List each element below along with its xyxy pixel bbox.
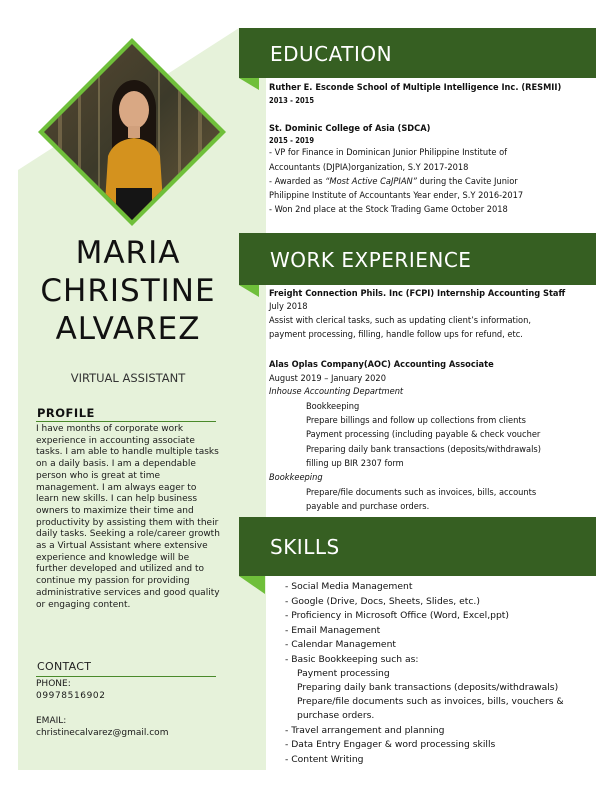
phone-number[interactable]: 09978516902 (36, 691, 106, 701)
job2-dept2-item: payable and purchase orders. (306, 501, 430, 512)
edu-line-4: Philippine Institute of Accountants Year ender, S.Y 2016-2017 (269, 190, 524, 201)
skill-item: - Data Entry Engager & word processing skills (285, 739, 496, 750)
work-band-fold (239, 285, 259, 297)
skill-item: - Travel arrangement and planning (285, 725, 445, 736)
name-line-2: CHRISTINE (40, 273, 216, 309)
school1-years: 2013 - 2015 (269, 96, 315, 105)
skills-band-fold (239, 576, 265, 594)
job2-dept1-item: Preparing daily bank transactions (deposits/withdrawals) (306, 444, 541, 455)
skill-sub-item: purchase orders. (297, 710, 375, 721)
skills-band (239, 517, 596, 576)
edu-line-3 (269, 176, 599, 188)
job2-title: Alas Oplas Company(AOC) Accounting Associate (269, 359, 494, 370)
edu-line-1: - VP for Finance in Dominican Junior Philippine Institute of (269, 147, 508, 158)
job1-desc-1: Assist with clerical tasks, such as updating client’s information, (269, 315, 531, 326)
education-band (239, 28, 596, 78)
skill-item: - Calendar Management (285, 639, 396, 650)
skill-sub-item: Preparing daily bank transactions (deposits/withdrawals) (297, 682, 559, 693)
email-label: EMAIL: (36, 716, 67, 726)
profile-text: I have months of corporate work experience in accounting associate tasks. I am able to handle multiple tasks on a daily basis. I am a dependable person who is great at time management. I am always eager to learn new skills. I can help business owners to maximize their time and productivity by assisting them with their daily tasks. Seeking a role/career growth as a Virtual Assistant where extensive experience and knowledge will be further developed and utilized and to continue my passion for providing administrative services and good quality or engaging content. (36, 424, 220, 610)
work-band (239, 233, 596, 285)
school2-years: 2015 - 2019 (269, 136, 315, 145)
profile-photo (38, 38, 226, 226)
contact-divider (36, 676, 216, 677)
work-heading: WORK EXPERIENCE (270, 248, 472, 272)
education-band-fold (239, 78, 259, 90)
job1-desc-2: payment processing, filling, handle follow ups for refund, etc. (269, 329, 523, 340)
phone-label: PHONE: (36, 679, 71, 689)
job2-date: August 2019 – January 2020 (269, 373, 386, 384)
skill-sub-item: Payment processing (297, 668, 390, 679)
edu-line-2: Accountants (DJPIA)organization, S.Y 2017-2018 (269, 162, 469, 173)
school2-name: St. Dominic College of Asia (SDCA) (269, 123, 431, 134)
skill-item: - Email Management (285, 625, 381, 636)
name-line-3: ALVAREZ (55, 311, 201, 347)
edu-line-5: - Won 2nd place at the Stock Trading Game October 2018 (269, 204, 508, 215)
skill-item: - Proficiency in Microsoft Office (Word, Excel,ppt) (285, 610, 509, 621)
job2-dept1-item: Prepare billings and follow up collections from clients (306, 415, 526, 426)
name-line-1: MARIA (75, 235, 181, 271)
profile-divider (36, 421, 216, 422)
education-heading: EDUCATION (270, 42, 393, 66)
job2-dept1-item: Bookkeeping (306, 401, 360, 412)
job1-title: Freight Connection Phils. Inc (FCPI) Internship Accounting Staff (269, 288, 566, 299)
edu-award-prefix: - Awarded as (269, 176, 326, 187)
edu-award-name: “Most Active CaJPIAN” (325, 176, 417, 187)
skill-sub-item: Prepare/file documents such as invoices, bills, vouchers & (297, 696, 564, 707)
skills-heading: SKILLS (270, 535, 340, 559)
profile-heading: PROFILE (37, 406, 95, 420)
skill-item: - Content Writing (285, 754, 364, 765)
skill-item: - Social Media Management (285, 581, 413, 592)
skill-item: - Basic Bookkeeping such as: (285, 654, 419, 665)
school1-name: Ruther E. Esconde School of Multiple Intelligence Inc. (RESMII) (269, 82, 562, 93)
contact-heading: CONTACT (37, 660, 92, 673)
email-address[interactable]: christinecalvarez@gmail.com (36, 728, 169, 738)
job2-dept1: Inhouse Accounting Department (269, 386, 404, 397)
skill-item: - Google (Drive, Docs, Sheets, Slides, etc.) (285, 596, 480, 607)
job2-dept2-item: Prepare/file documents such as invoices, bills, accounts (306, 487, 537, 498)
job2-dept1-item: filling up BIR 2307 form (306, 458, 404, 469)
job2-dept2: Bookkeeping (269, 472, 323, 483)
job-title: VIRTUAL ASSISTANT (70, 371, 186, 385)
job2-dept1-item: Payment processing (including payable & check voucher (306, 429, 541, 440)
edu-award-rest: during the Cavite Junior (416, 176, 518, 187)
job1-date: July 2018 (269, 301, 308, 312)
